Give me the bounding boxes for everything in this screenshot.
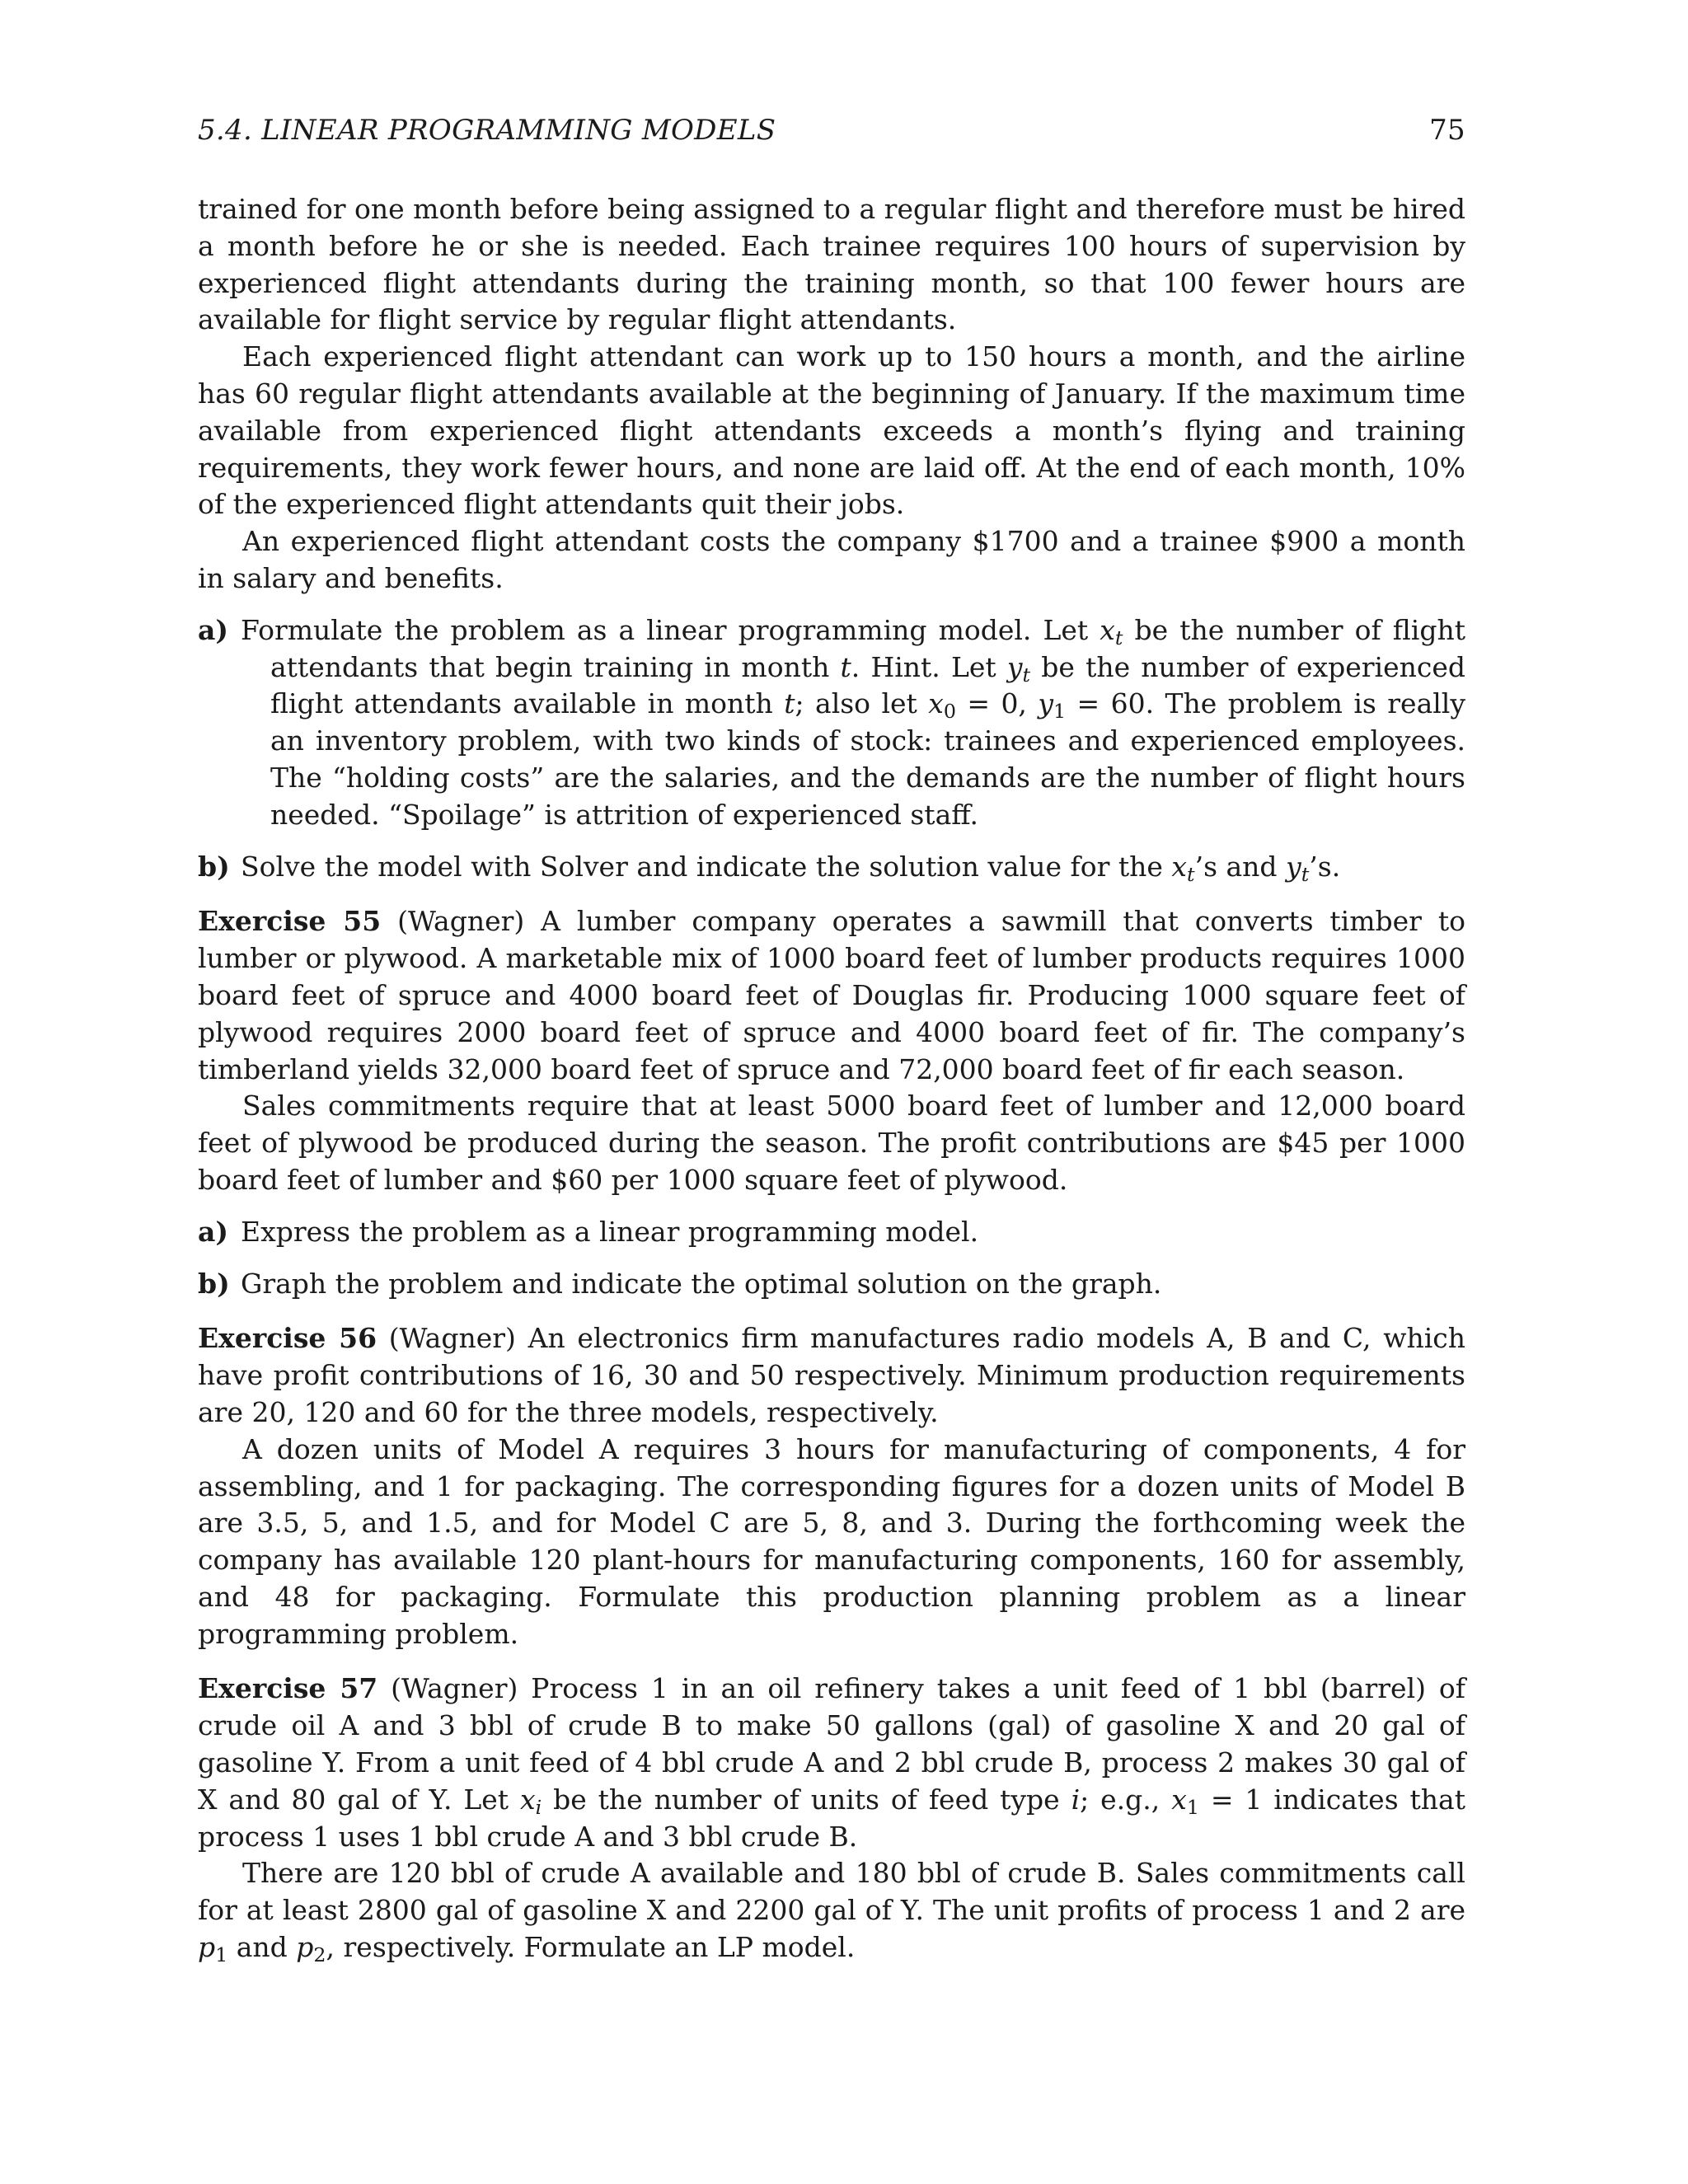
part-b-graph bbox=[198, 1266, 1465, 1303]
exercise-55-sales: Sales commitments require that at least 5000 board feet of lumber and 12,000 board feet of plywood be produced during the season. The profit contributions are $45 per 1000 board feet of lumber and $60 per 1000 square feet of plywood. bbox=[198, 1090, 1465, 1196]
item-text: = 60. The problem is really an inventory problem, with two kinds of stock: trainees and experienced employees. The “holding costs” are the salaries, and the demands are the number of flight hours needed. “Spoilage” is attrition of experienced staff. bbox=[270, 687, 1466, 831]
exercise-text: (Wagner) Process 1 in an oil refinery takes a unit feed of 1 bbl (barrel) of crude oil A and 3 bbl of crude B to make 50 gallons (gal) of gasoline X and 20 gal of gasoline Y. From a unit feed of 4 bbl crude A and 2 bbl crude B, process 2 makes 30 gal of X and 80 gal of Y. Let bbox=[198, 1672, 1465, 1816]
page-number: 75 bbox=[1429, 114, 1465, 147]
math-var: t bbox=[784, 687, 795, 720]
math-sub: 1 bbox=[215, 1943, 228, 1966]
exercise-56 bbox=[198, 1320, 1465, 1431]
math-var: p bbox=[198, 1931, 216, 1964]
item-label: b) bbox=[198, 850, 230, 883]
math-sub: t bbox=[1301, 862, 1310, 886]
paragraph-trainees: trained for one month before being assigned to a regular flight and therefore must be hired a month before he or she is needed. Each trainee requires 100 hours of supervision by experienced flight attendants during the training month, so that 100 fewer hours are available for flight service by regular flight attendants. bbox=[198, 193, 1465, 336]
exercise-heading: Exercise 56 bbox=[198, 1322, 377, 1355]
exercise-heading: Exercise 57 bbox=[198, 1672, 378, 1705]
math-var: y bbox=[1006, 650, 1023, 683]
math-var: x bbox=[928, 687, 944, 720]
part-a-express bbox=[198, 1214, 1465, 1251]
running-head bbox=[198, 114, 1465, 155]
math-var: y bbox=[1286, 850, 1301, 883]
math-var: x bbox=[1171, 850, 1188, 883]
exercise-text: and bbox=[227, 1931, 297, 1964]
math-var: p bbox=[296, 1931, 314, 1964]
paragraph-costs: An experienced flight attendant costs the company $1700 and a trainee $900 a month in salary and benefits. bbox=[198, 525, 1465, 594]
section-title: 5.4. LINEAR PROGRAMMING MODELS bbox=[198, 114, 776, 147]
item-text: Formulate the problem as a linear programming model. Let bbox=[241, 613, 1100, 646]
exercise-text: , respectively. Formulate an LP model. bbox=[326, 1931, 856, 1964]
exercise-text: (Wagner) A lumber company operates a sawmill that converts timber to lumber or plywood. A marketable mix of 1000 board feet of lumber products requires 1000 board feet of spruce and 4000 board feet of Douglas fir. Producing 1000 square feet of plywood requires 2000 board feet of spruce and 4000 board feet of fir. The company’s timberland yields 32,000 board feet of spruce and 72,000 board feet of fir each season. bbox=[198, 905, 1465, 1085]
exercise-text: be the number of units of feed type bbox=[542, 1783, 1071, 1816]
part-b-solve bbox=[198, 849, 1465, 886]
exercise-text: ; e.g., bbox=[1080, 1783, 1172, 1816]
exercise-text: (Wagner) An electronics firm manufactures radio models A, B and C, which have profit contributions of 16, 30 and 50 respectively. Minimum production requirements are 20, 120 and 60 for the three models, respectively. bbox=[198, 1322, 1465, 1428]
math-sub: 0 bbox=[943, 700, 956, 724]
exercise-57-sales bbox=[198, 1855, 1465, 1966]
exercise-56-models: A dozen units of Model A requires 3 hours for manufacturing of components, 4 for assembling, and 1 for packaging. The corresponding figures for a dozen units of Model B are 3.5, 5, and 1.5, and for Model C are 5, 8, and 3. During the forthcoming week the company has available 120 plant-hours for manufacturing components, 160 for assembly, and 48 for packaging. Formulate this production planning problem as a linear programming problem. bbox=[198, 1432, 1465, 1650]
math-var: y bbox=[1038, 687, 1053, 720]
math-var: t bbox=[840, 650, 851, 683]
exercise-57 bbox=[198, 1671, 1465, 1855]
math-sub: i bbox=[535, 1795, 542, 1819]
math-sub: t bbox=[1187, 862, 1195, 886]
exercise-text: There are 120 bbl of crude A available and 180 bbl of crude B. Sales commitments call for at least 2800 gal of gasoline X and 2200 gal of Y. The unit profits of process 1 and 2 are bbox=[198, 1857, 1465, 1927]
item-text: Graph the problem and indicate the optimal solution on the graph. bbox=[241, 1267, 1162, 1300]
page-body bbox=[198, 191, 1465, 1966]
math-sub: t bbox=[1022, 663, 1031, 687]
item-text: Express the problem as a linear programming model. bbox=[241, 1215, 979, 1248]
item-label: a) bbox=[198, 1215, 228, 1248]
exercise-text: = 1 indicates that process 1 uses 1 bbl crude A and 3 bbl crude B. bbox=[198, 1783, 1465, 1853]
item-text: be the number of flight attendants that begin training in month bbox=[270, 613, 1465, 683]
item-text: ; also let bbox=[795, 687, 929, 720]
item-label: a) bbox=[198, 613, 228, 646]
part-a-formulate bbox=[198, 612, 1465, 834]
exercise-heading: Exercise 55 bbox=[198, 905, 382, 938]
math-var: x bbox=[1100, 613, 1115, 646]
math-var: x bbox=[1171, 1783, 1187, 1816]
math-sub: t bbox=[1114, 626, 1123, 649]
item-label: b) bbox=[198, 1267, 230, 1300]
paragraph-attendants: Each experienced flight attendant can work up to 150 hours a month, and the airline has 60 regular flight attendants available at the beginning of January. If the maximum time available from experienced flight attendants exceeds a month’s flying and training requirements, they work fewer hours, and none are laid off. At the end of each month, 10% of the experienced flight attendants quit their jobs. bbox=[198, 340, 1465, 521]
exercise-55 bbox=[198, 903, 1465, 1088]
item-text: ’s and bbox=[1194, 850, 1287, 883]
item-text: = 0, bbox=[955, 687, 1039, 720]
item-text: be the number of experienced flight attendants available in month bbox=[270, 650, 1465, 720]
item-text: ’s. bbox=[1309, 850, 1341, 883]
math-var: i bbox=[1071, 1783, 1081, 1816]
math-sub: 1 bbox=[1186, 1795, 1199, 1819]
item-text: Solve the model with Solver and indicate the solution value for the bbox=[241, 850, 1172, 883]
math-var: x bbox=[519, 1783, 536, 1816]
math-sub: 2 bbox=[313, 1943, 326, 1966]
math-sub: 1 bbox=[1053, 700, 1067, 724]
item-text: . Hint. Let bbox=[851, 650, 1007, 683]
